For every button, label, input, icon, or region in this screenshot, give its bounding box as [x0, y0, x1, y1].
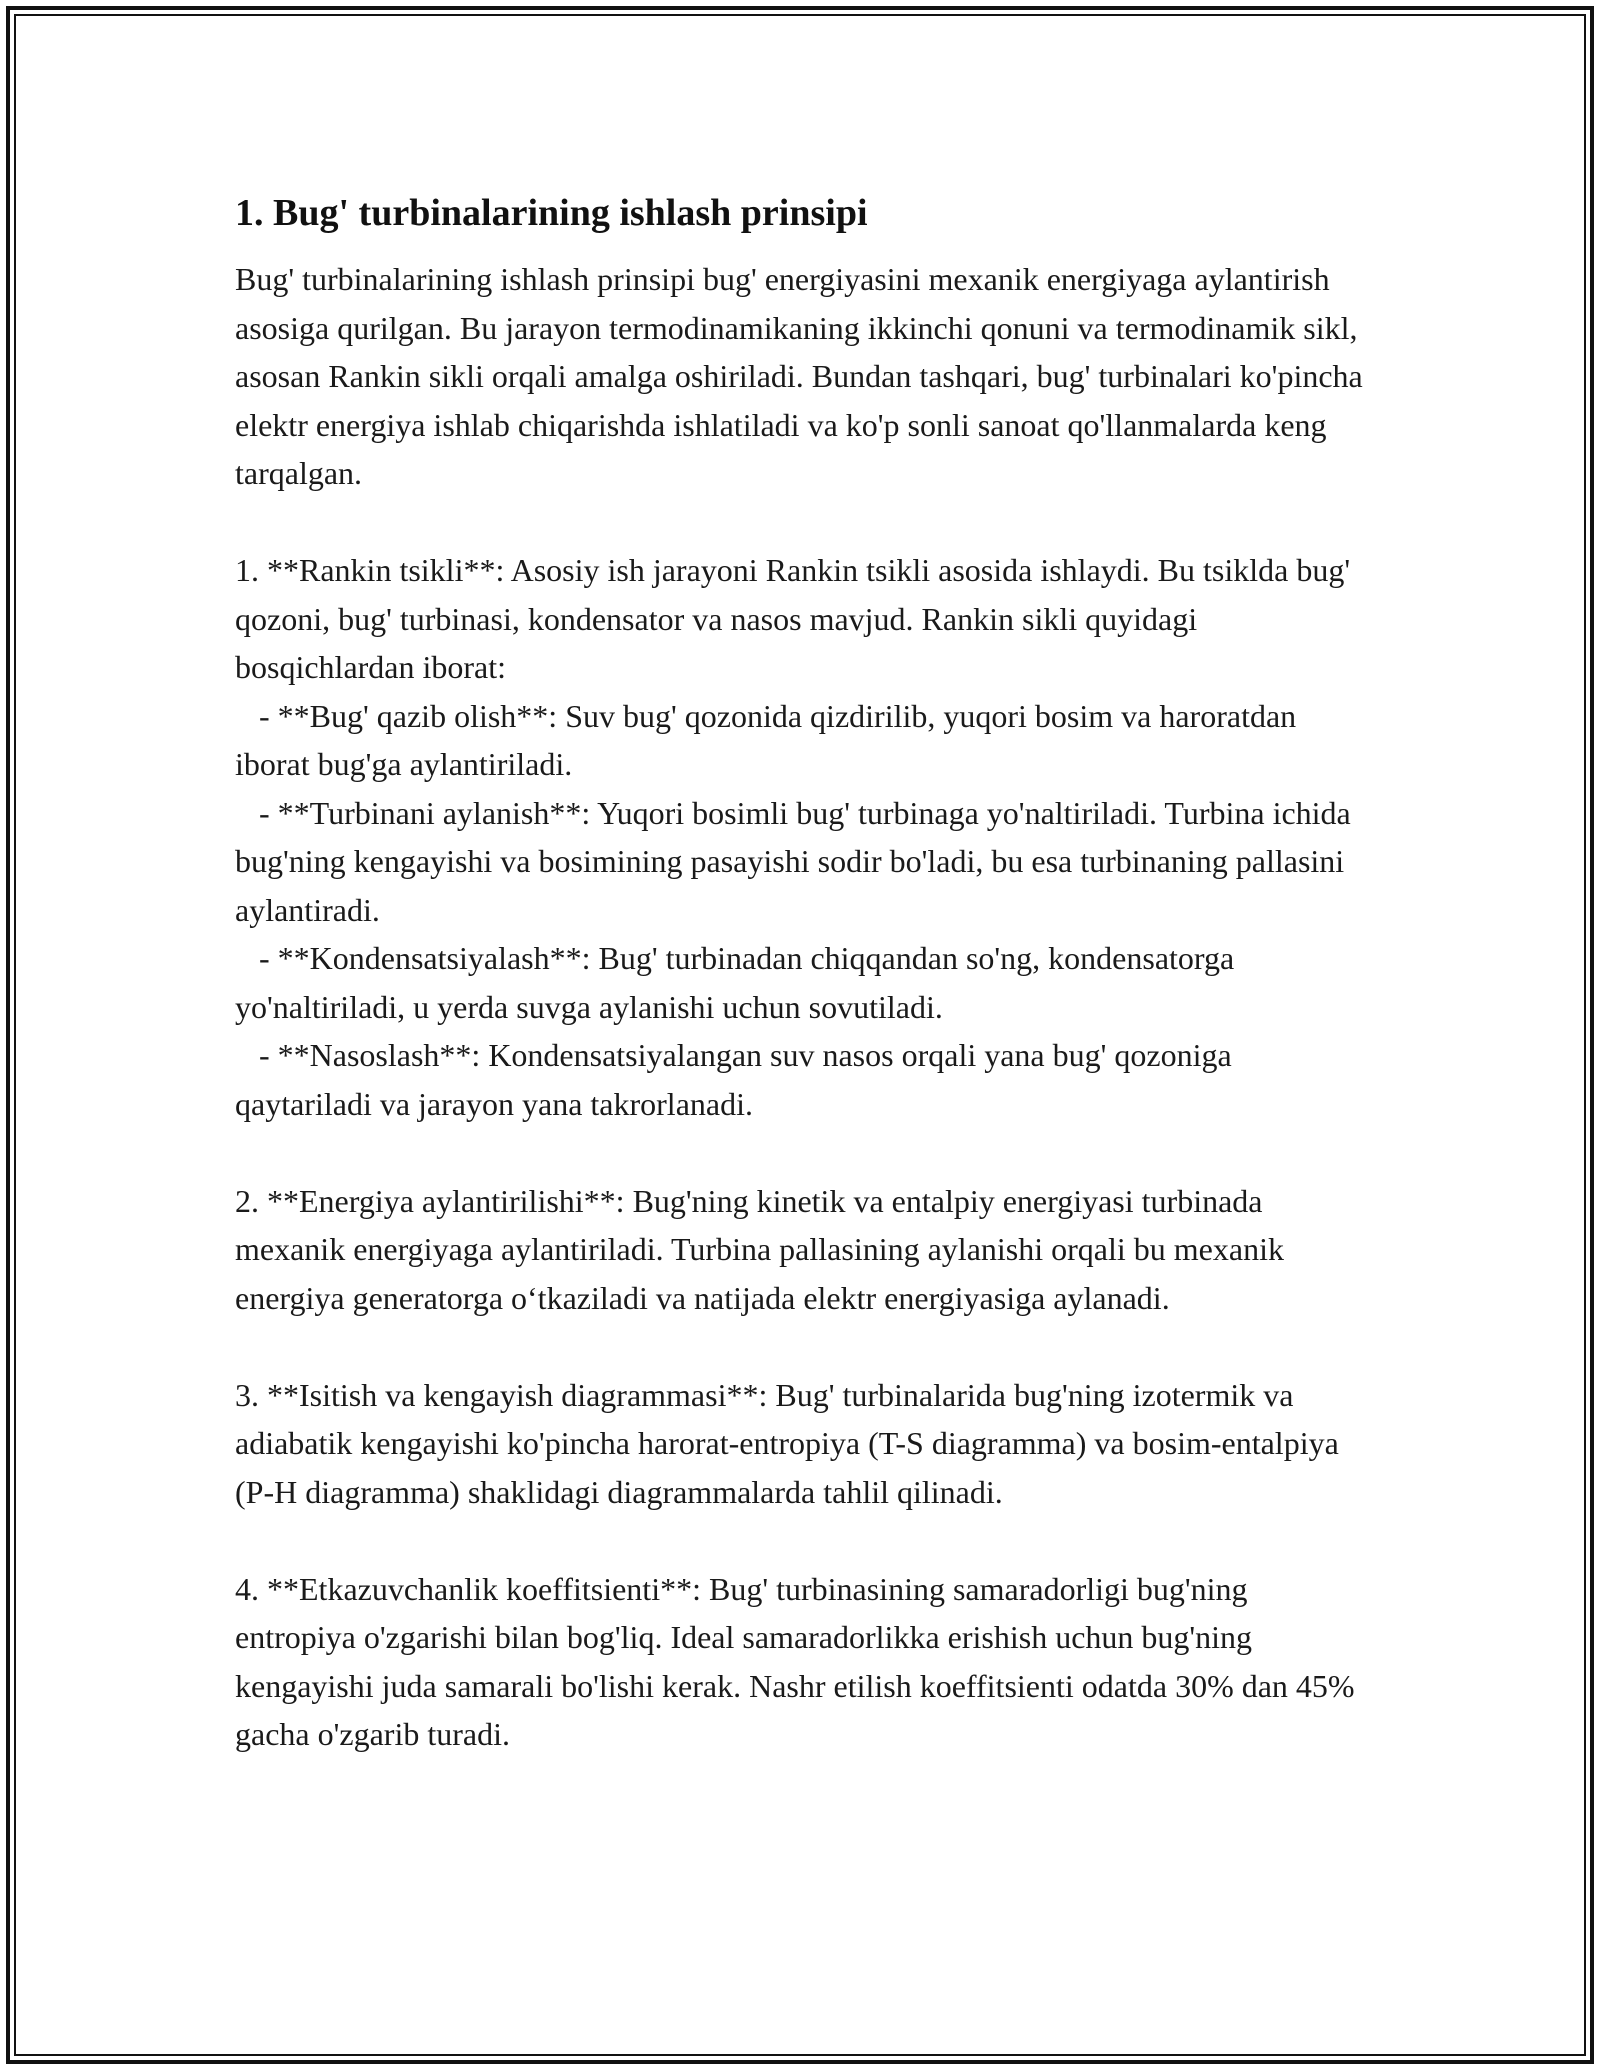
- list-item-turbine-rotation: - **Turbinani aylanish**: Yuqori bosimli bug' turbinaga yo'naltiriladi. Turbina ichida bug'ning kengayishi va bosimining pasayishi sodir bo'ladi, bu esa turbinaning pallasini aylantiradi.: [235, 794, 1359, 928]
- paragraph-gap: [235, 1516, 1375, 1565]
- list-item-steam-generation: - **Bug' qazib olish**: Suv bug' qozonida qizdirilib, yuqori bosim va haroratdan iborat bug'ga aylantiriladi.: [235, 697, 1305, 782]
- rankin-cycle-lead: 1. **Rankin tsikli**: Asosiy ish jarayoni Rankin tsikli asosida ishlaydi. Bu tsiklda bug' qozoni, bug' turbinasi, kondensator va nasos mavjud. Rankin sikli quyidagi bosqichlardan iborat:: [235, 552, 1359, 685]
- rankin-cycle-section: [235, 546, 1375, 1128]
- paragraph-gap: [235, 1322, 1375, 1371]
- intro-paragraph: Bug' turbinalarining ishlash prinsipi bug' energiyasini mexanik energiyaga aylantirish asosiga qurilgan. Bu jarayon termodinamikaning ikkinchi qonuni va termodinamik sikl, asosan Rankin sikli orqali amalga oshiriladi. Bundan tashqari, bug' turbinalari ko'pincha elektr energiya ishlab chiqarishda ishlatiladi va ko'p sonli sanoat qo'llanmalarda keng tarqalgan.: [235, 261, 1371, 491]
- list-item-pumping: - **Nasoslash**: Kondensatsiyalangan suv nasos orqali yana bug' qozoniga qaytariladi va jarayon yana takrorlanadi.: [235, 1037, 1240, 1122]
- list-item-condensation: - **Kondensatsiyalash**: Bug' turbinadan chiqqandan so'ng, kondensatorga yo'naltiriladi, u yerda suvga aylanishi uchun sovutiladi.: [235, 940, 1243, 1025]
- document-body: [235, 185, 1375, 1759]
- section-heading: 1. Bug' turbinalarining ishlash prinsipi: [235, 192, 868, 234]
- efficiency-coefficient-paragraph: 4. **Etkazuvchanlik koeffitsienti**: Bug' turbinasining samaradorligi bug'ning entropiya o'zgarishi bilan bog'liq. Ideal samaradorlikka erishish uchun bug'ning kengayishi juda samarali bo'lishi kerak. Nashr etilish koeffitsienti odatda 30% dan 45% gacha o'zgarib turadi.: [235, 1570, 1363, 1752]
- paragraph-gap: [235, 1128, 1375, 1177]
- energy-conversion-paragraph: 2. **Energiya aylantirilishi**: Bug'ning kinetik va entalpiy energiyasi turbinada mexanik energiyaga aylantiriladi. Turbina pallasining aylanishi orqali bu mexanik energiya generatorga o‘tkaziladi va natijada elektr energiyasiga aylanadi.: [235, 1182, 1292, 1316]
- expansion-diagram-paragraph: 3. **Isitish va kengayish diagrammasi**: Bug' turbinalarida bug'ning izotermik va adiabatik kengayishi ko'pincha harorat-entropiya (T-S diagramma) va bosim-entalpiya (P-H diagramma) shaklidagi diagrammalarda tahlil qilinadi.: [235, 1376, 1347, 1510]
- paragraph-gap: [235, 498, 1375, 547]
